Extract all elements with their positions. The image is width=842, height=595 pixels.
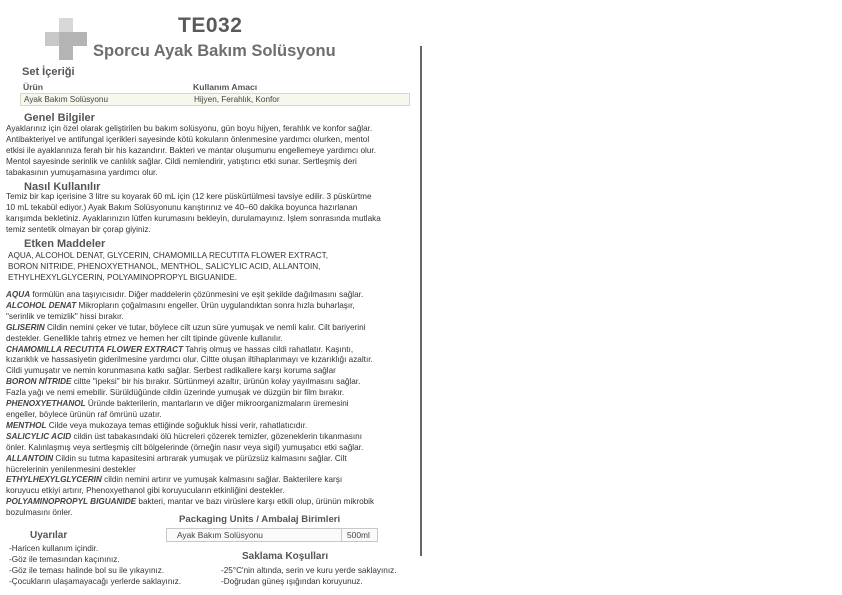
packaging-cell-divider [341, 529, 342, 541]
col-product-header: Ürün [23, 82, 44, 92]
description-continuation: Cildi yumuşatır ve nemin korunmasına katkı sağlar. Serbest radikallere karşı koruma sağlar [6, 366, 336, 376]
product-code: TE032 [178, 14, 243, 37]
usage-heading: Nasıl Kullanılır [24, 181, 101, 193]
ingredient-line: BORON NITRIDE, PHENOXYETHANOL, MENTHOL, SALICYLIC ACID, ALLANTOIN, [8, 262, 321, 271]
usage-text [6, 192, 420, 236]
description-item: BORON NİTRIDE ciltte "ipeksi" bir his bırakır. Sürtünmeyi azaltır, ürünün kolay yayılmasını sağlar. [6, 377, 361, 387]
storage-list [221, 565, 397, 587]
general-info-heading: Genel Bilgiler [24, 112, 95, 124]
usage-line: karışımda bekletiniz. Ayaklarınızın lütfen kurumasını bekleyin, durulamayınız. İşlem sonrasında mutlaka [6, 213, 381, 223]
list-item: -Göz ile temasından kaçınınız. [9, 555, 120, 564]
general-line: tabakasının yumuşamasına yardımcı olur. [6, 167, 158, 177]
warnings-list [9, 543, 181, 587]
table-row [20, 93, 410, 106]
description-item: ALCOHOL DENAT Mikropların çoğalmasını engeller. Ürün uygulandıktan sonra hızla buharlaşır, [6, 300, 355, 310]
ingredient-line: AQUA, ALCOHOL DENAT, GLYCERIN, CHAMOMILLA RECUTITA FLOWER EXTRACT, [8, 251, 328, 260]
list-item: -Haricen kullanım içindir. [9, 544, 99, 553]
usage-line: Temiz bir kap içerisine 3 litre su koyarak 60 mL için (12 kere püskürtülmesi tavsiye edilir. 3 püskürtme [6, 192, 372, 201]
vertical-divider [420, 46, 422, 556]
description-continuation: hücrelerinin yenilenmesini destekler [6, 464, 136, 474]
general-line: Antibakteriyel ve antifungal içerikleri sayesinde kötü kokuların önlenmesine yardımcı olurken, mentol [6, 134, 370, 144]
medical-cross-logo-icon [45, 18, 87, 60]
packaging-row [166, 528, 378, 542]
description-item: AQUA formülün ana taşıyıcısıdır. Diğer maddelerin çözünmesini ve eşit şekilde dağılmasını sağlar. [6, 290, 364, 299]
general-info-text [6, 124, 420, 179]
description-item: PHENOXYETHANOL Üründe bakterilerin, mantarların ve diğer mikroorganizmaların üremesini [6, 399, 349, 409]
general-line: Mentol sayesinde serinlik ve canlılık sağlar. Cildi nemlendirir, yatıştırıcı etki sunar. Sertleşmiş deri [6, 156, 357, 166]
packaging-volume: 500ml [347, 530, 370, 540]
row-product-cell: Ayak Bakım Solüsyonu [24, 95, 109, 104]
description-continuation: destekler. Genellikle tahriş etmez ve hemen her cilt tipinde güvenle kullanılır. [6, 333, 283, 343]
general-line: etkisi ile ayaklarınıza ferah bir his kazandırır. Bakteri ve mantar oluşumunu engellemeye yardımcı olur. [6, 145, 376, 155]
product-title: Sporcu Ayak Bakım Solüsyonu [93, 42, 336, 60]
usage-line: temiz sentetik olmayan bir çorap giyiniz. [6, 224, 151, 234]
warnings-heading: Uyarılar [30, 530, 68, 541]
col-purpose-header: Kullanım Amacı [193, 82, 258, 92]
description-continuation: engeller, böylece ürünün raf ömrünü uzatır. [6, 409, 162, 419]
description-continuation: kızarıklık ve hassasiyetin giderilmesine yardımcı olur. Ciltte oluşan iltihaplanmayı ve kızarıklığı azaltır. [6, 355, 373, 365]
description-continuation: önler. Kalınlaşmış veya sertleşmiş cilt bölgelerinde (örneğin nasır veya sigil) yumuşatıcı etki sağlar. [6, 442, 364, 452]
description-item: GLISERIN Cildin nemini çeker ve tutar, böylece cilt uzun süre yumuşak ve nemli kalır. Cilt bariyerini [6, 322, 366, 332]
description-item: CHAMOMILLA RECUTITA FLOWER EXTRACT Tahriş olmuş ve hassas cildi rahatlatır. Kaşıntı, [6, 344, 354, 354]
storage-heading: Saklama Koşulları [242, 551, 329, 562]
usage-line: 10 mL tekabül ediyor.) Ayak Bakım Solüsyonunu karıştırınız ve 40–60 dakika boyunca hazırlanan [6, 202, 358, 212]
list-item: -Çocukların ulaşamayacağı yerlerde saklayınız. [9, 577, 182, 586]
description-continuation: Fazla yağı ve nemi emebilir. Sürüldüğünde cildin üzerinde yumuşak ve düzgün bir film bırakır. [6, 388, 345, 398]
description-item: MENTHOL Cilde veya mukozaya temas ettiğinde soğukluk hissi verir, rahatlatıcıdır. [6, 420, 308, 430]
list-item: -Göz ile teması halinde bol su ile yıkayınız. [9, 566, 165, 575]
description-continuation: koruyucu etkiyi artırır, Phenoxyethanol gibi koruyucuların etkinliğini destekler. [6, 486, 285, 496]
ingredient-descriptions [6, 290, 420, 519]
ingredients-heading: Etken Maddeler [24, 238, 106, 250]
description-continuation: bozulmasını önler. [6, 508, 73, 518]
list-item: -25°C'nin altında, serin ve kuru yerde saklayınız. [221, 566, 397, 575]
description-item: POLYAMINOPROPYL BIGUANIDE bakteri, mantar ve bazı virüslere karşı etkili olup, ürünün mikrobik [6, 497, 375, 507]
packaging-product: Ayak Bakım Solüsyonu [177, 530, 263, 540]
row-purpose-cell: Hijyen, Ferahlık, Konfor [194, 95, 280, 104]
list-item: -Doğrudan güneş ışığından koruyunuz. [221, 577, 363, 586]
packaging-heading: Packaging Units / Ambalaj Birimleri [179, 514, 341, 525]
general-line: Ayaklarınız için özel olarak geliştirilen bu bakım solüsyonu, gün boyu hijyen, ferahlık ve konfor sağlar. [6, 124, 373, 133]
description-item: ETHYLHEXYLGLYCERIN cildin nemini artırır ve yumuşak kalmasını sağlar. Bakterilere karşı [6, 475, 343, 485]
description-continuation: "serinlik ve temizlik" hissi bırakır. [6, 311, 124, 321]
set-contents-heading: Set İçeriği [22, 66, 75, 78]
ingredient-line: ETHYLHEXYLGLYCERIN, POLYAMINOPROPYL BIGUANIDE. [8, 273, 238, 282]
description-item: ALLANTOIN Cildin su tutma kapasitesini artırarak yumuşak ve pürüzsüz kalmasını sağlar. Cilt [6, 453, 347, 463]
description-item: SALICYLIC ACID cildin üst tabakasındaki ölü hücreleri çözerek temizler, gözeneklerin tıkanmasını [6, 431, 363, 441]
ingredients-text [8, 250, 418, 283]
